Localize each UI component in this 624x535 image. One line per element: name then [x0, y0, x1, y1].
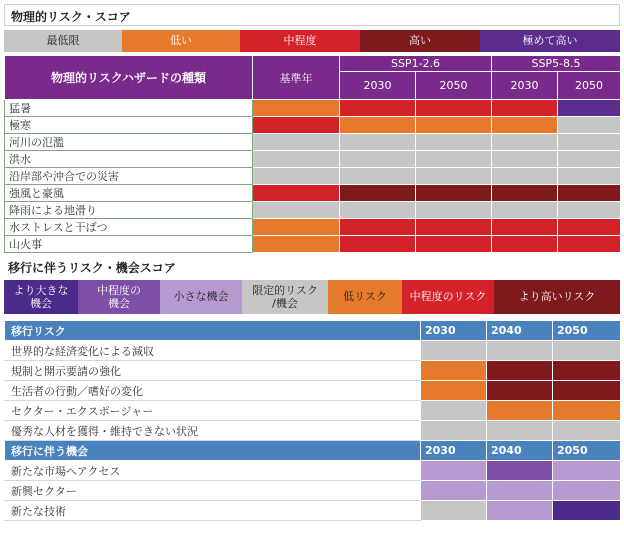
- legend-item: 低い: [122, 30, 240, 52]
- score-cell: [558, 134, 621, 151]
- item-label: 新たな市場へアクセス: [5, 461, 421, 481]
- score-cell: [416, 134, 492, 151]
- hazard-label: 降雨による地滑り: [5, 202, 253, 219]
- score-cell: [492, 134, 558, 151]
- score-cell: [558, 202, 621, 219]
- year-header: 2050: [416, 72, 492, 100]
- score-cell: [553, 401, 621, 421]
- score-cell: [492, 202, 558, 219]
- score-cell: [553, 461, 621, 481]
- score-cell: [421, 501, 487, 521]
- score-cell: [253, 202, 340, 219]
- score-cell: [421, 421, 487, 441]
- score-cell: [340, 185, 416, 202]
- legend-item: 中程度のリスク: [402, 280, 494, 314]
- item-label: セクター・エクスポージャー: [5, 401, 421, 421]
- score-cell: [253, 100, 340, 117]
- section-header: 移行に伴う機会: [5, 441, 421, 461]
- score-cell: [492, 168, 558, 185]
- item-label: 規制と開示要請の強化: [5, 361, 421, 381]
- score-cell: [558, 151, 621, 168]
- hazard-label: 極寒: [5, 117, 253, 134]
- score-cell: [253, 134, 340, 151]
- hazard-label: 洪水: [5, 151, 253, 168]
- score-cell: [253, 185, 340, 202]
- physical-risk-table: [4, 55, 621, 253]
- score-cell: [421, 461, 487, 481]
- score-cell: [340, 134, 416, 151]
- score-cell: [253, 168, 340, 185]
- score-cell: [421, 381, 487, 401]
- score-cell: [416, 219, 492, 236]
- score-cell: [340, 151, 416, 168]
- score-cell: [253, 219, 340, 236]
- physical-risk-title: 物理的リスク・スコア: [4, 4, 620, 26]
- score-cell: [253, 151, 340, 168]
- score-cell: [558, 100, 621, 117]
- legend-item: 極めて高い: [480, 30, 620, 52]
- legend-item: 限定的リスク /機会: [242, 280, 328, 314]
- score-cell: [421, 361, 487, 381]
- score-cell: [416, 151, 492, 168]
- table-row: [5, 168, 621, 185]
- item-label: 生活者の行動／嗜好の変化: [5, 381, 421, 401]
- score-cell: [340, 100, 416, 117]
- score-cell: [487, 401, 553, 421]
- table-row: [5, 361, 621, 381]
- score-cell: [558, 219, 621, 236]
- table-row: [5, 134, 621, 151]
- score-cell: [340, 236, 416, 253]
- year-header: 2050: [558, 72, 621, 100]
- transition-risk-table: [4, 320, 621, 521]
- table-row: [5, 202, 621, 219]
- score-cell: [558, 168, 621, 185]
- table-row: [5, 481, 621, 501]
- score-cell: [492, 100, 558, 117]
- year-header: 2050: [553, 441, 621, 461]
- year-header: 2040: [487, 441, 553, 461]
- table-row: [5, 236, 621, 253]
- score-cell: [553, 481, 621, 501]
- score-cell: [487, 421, 553, 441]
- score-cell: [487, 361, 553, 381]
- score-cell: [492, 219, 558, 236]
- table-row: [5, 461, 621, 481]
- table-row: [5, 117, 621, 134]
- physical-risk-legend: [4, 30, 620, 52]
- score-cell: [416, 117, 492, 134]
- score-cell: [416, 100, 492, 117]
- legend-item: 最低限: [4, 30, 122, 52]
- table-row: [5, 219, 621, 236]
- item-label: 新興セクター: [5, 481, 421, 501]
- transition-risk-legend: [4, 280, 620, 314]
- hazard-type-header: 物理的リスクハザードの種類: [5, 56, 253, 100]
- score-cell: [487, 481, 553, 501]
- score-cell: [340, 168, 416, 185]
- score-cell: [487, 381, 553, 401]
- score-cell: [553, 361, 621, 381]
- score-cell: [421, 401, 487, 421]
- year-header: 2050: [553, 321, 621, 341]
- score-cell: [416, 185, 492, 202]
- year-header: 2030: [421, 321, 487, 341]
- transition-risk-title: 移行に伴うリスク・機会スコア: [4, 256, 620, 278]
- item-label: 優秀な人材を獲得・維持できない状況: [5, 421, 421, 441]
- score-cell: [553, 501, 621, 521]
- score-cell: [487, 461, 553, 481]
- legend-item: 高い: [360, 30, 480, 52]
- score-cell: [558, 185, 621, 202]
- table-row: [5, 381, 621, 401]
- hazard-label: 水ストレスと干ばつ: [5, 219, 253, 236]
- score-cell: [340, 117, 416, 134]
- score-cell: [553, 381, 621, 401]
- scenario-ssp5-header: SSP5-8.5: [492, 56, 621, 72]
- legend-item: 小さな機会: [160, 280, 242, 314]
- legend-item: より高いリスク: [494, 280, 620, 314]
- year-header: 2030: [492, 72, 558, 100]
- legend-item: 中程度: [240, 30, 360, 52]
- opportunity-header-row: [5, 441, 621, 461]
- table-row: [5, 401, 621, 421]
- score-cell: [340, 219, 416, 236]
- table-row: [5, 421, 621, 441]
- hazard-label: 沿岸部や沖合での災害: [5, 168, 253, 185]
- legend-item: より大きな 機会: [4, 280, 78, 314]
- table-row: [5, 501, 621, 521]
- hazard-label: 河川の氾濫: [5, 134, 253, 151]
- scenario-ssp1-header: SSP1-2.6: [340, 56, 492, 72]
- item-label: 新たな技術: [5, 501, 421, 521]
- score-cell: [492, 236, 558, 253]
- score-cell: [421, 481, 487, 501]
- table-row: [5, 185, 621, 202]
- baseline-header: 基準年: [253, 56, 340, 100]
- year-header: 2030: [421, 441, 487, 461]
- hazard-label: 猛暑: [5, 100, 253, 117]
- score-cell: [421, 341, 487, 361]
- score-cell: [253, 117, 340, 134]
- table-row: [5, 341, 621, 361]
- legend-item: 中程度の 機会: [78, 280, 160, 314]
- risk-header-row: [5, 321, 621, 341]
- year-header: 2040: [487, 321, 553, 341]
- score-cell: [487, 501, 553, 521]
- section-header: 移行リスク: [5, 321, 421, 341]
- score-cell: [492, 117, 558, 134]
- score-cell: [553, 341, 621, 361]
- table-row: [5, 151, 621, 168]
- score-cell: [558, 236, 621, 253]
- score-cell: [416, 168, 492, 185]
- score-cell: [416, 236, 492, 253]
- score-cell: [492, 185, 558, 202]
- legend-item: 低リスク: [328, 280, 402, 314]
- table-row: [5, 100, 621, 117]
- hazard-label: 山火事: [5, 236, 253, 253]
- score-cell: [487, 341, 553, 361]
- year-header: 2030: [340, 72, 416, 100]
- score-cell: [416, 202, 492, 219]
- score-cell: [340, 202, 416, 219]
- hazard-label: 強風と豪風: [5, 185, 253, 202]
- item-label: 世界的な経済変化による減収: [5, 341, 421, 361]
- score-cell: [492, 151, 558, 168]
- score-cell: [558, 117, 621, 134]
- score-cell: [253, 236, 340, 253]
- score-cell: [553, 421, 621, 441]
